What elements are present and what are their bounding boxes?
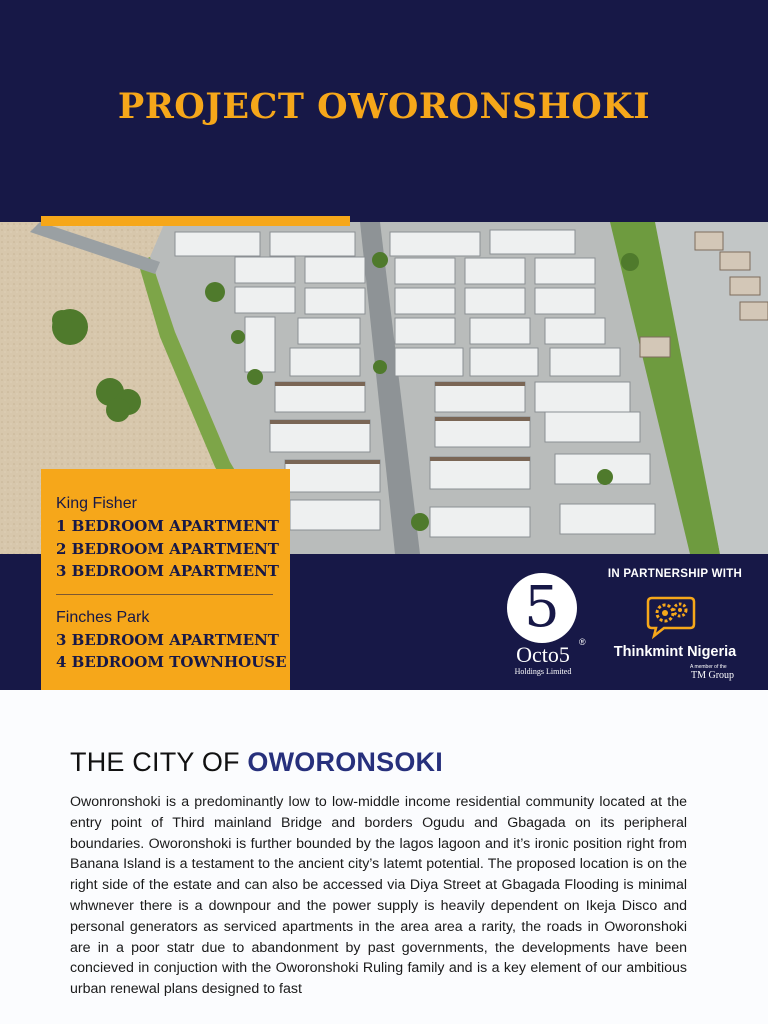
- thinkmint-member-note: A member of the: [690, 664, 727, 670]
- thinkmint-group: TM Group: [691, 670, 735, 681]
- section-title-accent: OWORONSOKI: [247, 747, 443, 777]
- section-title: [70, 747, 443, 778]
- unit-type: 1 BEDROOM APARTMENT: [56, 517, 279, 535]
- octo5-logo: [500, 573, 596, 679]
- divider: [56, 594, 273, 595]
- unit-type: 3 BEDROOM APARTMENT: [56, 630, 279, 649]
- thinkmint-name: Thinkmint Nigeria: [613, 644, 737, 660]
- city-description: Owonronshoki is a predominantly low to low-middle income residential community located at the entry point of Third mainland Bridge and borders Ogudu and Gbagada on its peripheral boundaries. Oworonshoki is further bounded by the lagos lagoon and it’s ironic position right from Banana Island is a testament to the ancient city’s latemt potential. The proposed location is on the right side of the estate and can also be accessed via Diya Street at Gbagada Flooding is minimal whwnever there is a downpour and the power supply is heavily dependent on Ikeja Disco and personal generators as serviced apartments in the area area a rarity, the roads in Oworonshoki are in a poor statr due to abandonment by past governments, the developments have been concieved in conjuction with the Oworonshoki Ruling family and is a key element of our ambitious urban renewal plans designed to fast: [70, 794, 687, 998]
- listing-name-finches-park: Finches Park: [56, 608, 150, 626]
- registered-mark: ®: [579, 637, 586, 647]
- thinkmint-logo: [605, 592, 745, 682]
- listing-name-king-fisher: King Fisher: [56, 495, 137, 512]
- partnership-label: IN PARTNERSHIP WITH: [607, 568, 743, 580]
- page-title: PROJECT OWORONSHOKI: [117, 86, 651, 127]
- octo5-mark: 5: [507, 573, 577, 643]
- section-title-prefix: THE CITY OF: [70, 747, 248, 777]
- octo5-subtitle: Holdings Limited: [514, 667, 572, 676]
- unit-type: 4 BEDROOM TOWNHOUSE: [56, 653, 287, 671]
- unit-types-card: [41, 469, 290, 690]
- unit-type: 2 BEDROOM APARTMENT: [56, 539, 279, 558]
- octo5-name: Octo5: [516, 642, 570, 667]
- gear-icon: [644, 594, 698, 640]
- unit-type: 3 BEDROOM APARTMENT: [56, 562, 279, 580]
- accent-bar: [41, 216, 350, 226]
